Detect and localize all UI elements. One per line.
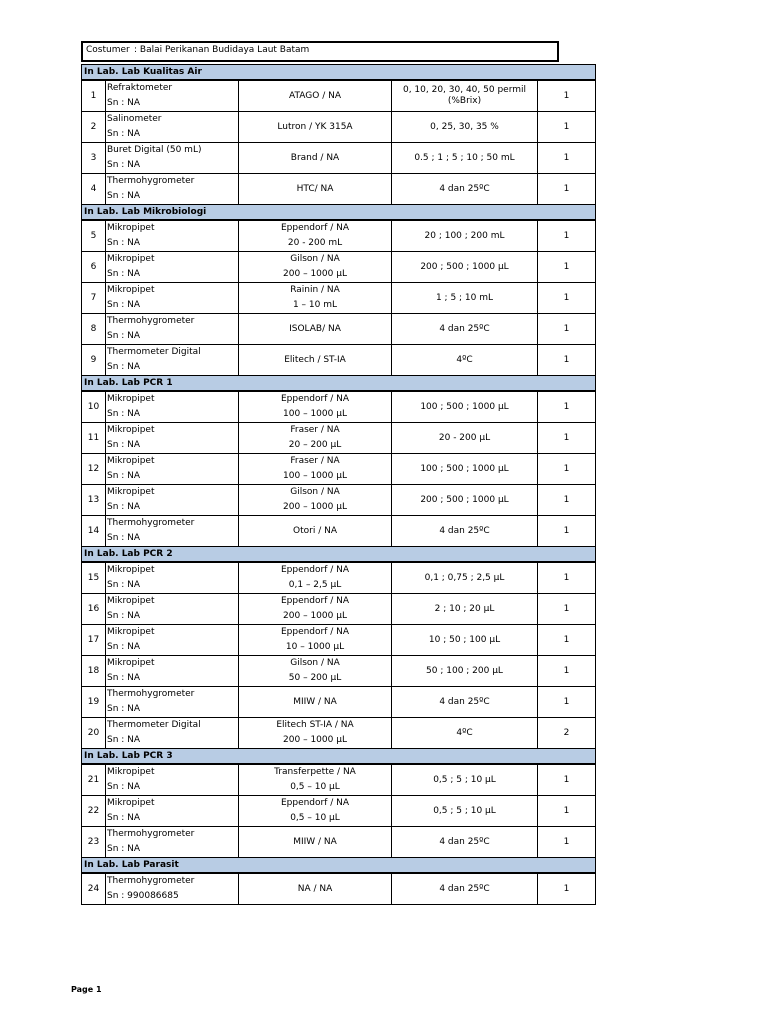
table-row xyxy=(82,625,596,656)
item-quantity: 2 xyxy=(538,718,596,749)
item-quantity: 1 xyxy=(538,252,596,283)
item-brand-cell xyxy=(239,143,392,174)
item-name: Thermometer Digital xyxy=(107,347,201,357)
item-quantity: 1 xyxy=(538,656,596,687)
item-quantity: 1 xyxy=(538,80,596,112)
item-name-cell xyxy=(106,391,239,423)
item-brand: Otori / NA xyxy=(293,525,337,536)
item-range-cell xyxy=(392,764,538,796)
item-range: 200 ; 500 ; 1000 µL xyxy=(420,261,509,272)
item-brand-cell xyxy=(239,796,392,827)
item-name-cell xyxy=(106,516,239,547)
item-number: 18 xyxy=(82,656,106,687)
item-range-cell xyxy=(392,112,538,143)
item-name-cell xyxy=(106,220,239,252)
item-brand-cell xyxy=(239,314,392,345)
item-brand: ISOLAB/ NA xyxy=(289,323,341,334)
item-brand-cell xyxy=(239,174,392,205)
section-title: In Lab. Lab Kualitas Air xyxy=(82,65,596,81)
item-range: 100 ; 500 ; 1000 µL xyxy=(420,463,509,474)
item-range: 4 dan 25ºC xyxy=(439,323,490,334)
item-range: 4ºC xyxy=(456,354,473,365)
item-name-cell xyxy=(106,656,239,687)
item-brand: Eppendorf / NA xyxy=(280,394,350,404)
item-range: 100 ; 500 ; 1000 µL xyxy=(420,401,509,412)
item-serial: Sn : NA xyxy=(107,440,141,450)
section-header xyxy=(82,749,596,765)
table-row xyxy=(82,873,596,905)
item-name: Mikropipet xyxy=(107,596,155,606)
item-range: 0,1 ; 0,75 ; 2,5 µL xyxy=(424,572,505,583)
item-serial: Sn : NA xyxy=(107,813,141,823)
table-row xyxy=(82,516,596,547)
item-brand: MIIW / NA xyxy=(293,836,337,847)
item-number: 9 xyxy=(82,345,106,376)
item-serial: Sn : NA xyxy=(107,409,141,419)
item-number: 2 xyxy=(82,112,106,143)
item-brand: Brand / NA xyxy=(290,152,340,163)
item-range: 4 dan 25ºC xyxy=(439,883,490,894)
customer-value: : Balai Perikanan Budidaya Laut Batam xyxy=(134,45,310,55)
item-brand-cell xyxy=(239,718,392,749)
item-brand: NA / NA xyxy=(297,883,333,894)
item-number: 24 xyxy=(82,873,106,905)
item-quantity: 1 xyxy=(538,562,596,594)
item-quantity: 1 xyxy=(538,796,596,827)
item-quantity: 1 xyxy=(538,873,596,905)
item-range-cell xyxy=(392,283,538,314)
item-brand-cell xyxy=(239,562,392,594)
table-row xyxy=(82,314,596,345)
page-number: Page 1 xyxy=(71,985,102,994)
item-name-cell xyxy=(106,345,239,376)
item-name: Mikropipet xyxy=(107,425,155,435)
item-brand: ATAGO / NA xyxy=(289,90,341,101)
item-brand-cell xyxy=(239,594,392,625)
item-name-cell xyxy=(106,594,239,625)
item-capacity: 20 – 200 µL xyxy=(288,440,342,450)
table-row xyxy=(82,764,596,796)
item-brand-cell xyxy=(239,485,392,516)
item-number: 1 xyxy=(82,80,106,112)
item-serial: Sn : NA xyxy=(107,673,141,683)
item-name-cell xyxy=(106,796,239,827)
item-serial: Sn : NA xyxy=(107,238,141,248)
item-range-cell xyxy=(392,718,538,749)
table-row xyxy=(82,252,596,283)
table-row xyxy=(82,718,596,749)
item-range: (%Brix) xyxy=(447,96,482,106)
item-number: 8 xyxy=(82,314,106,345)
item-number: 6 xyxy=(82,252,106,283)
item-brand-cell xyxy=(239,345,392,376)
item-quantity: 1 xyxy=(538,314,596,345)
item-name-cell xyxy=(106,143,239,174)
item-capacity: 200 – 1000 µL xyxy=(283,269,347,279)
item-serial: Sn : NA xyxy=(107,502,141,512)
item-name-cell xyxy=(106,873,239,905)
item-quantity: 1 xyxy=(538,764,596,796)
table-row xyxy=(82,283,596,314)
item-serial: Sn : NA xyxy=(107,642,141,652)
item-number: 20 xyxy=(82,718,106,749)
item-capacity: 10 – 1000 µL xyxy=(285,642,345,652)
item-number: 4 xyxy=(82,174,106,205)
item-brand: Eppendorf / NA xyxy=(280,223,350,233)
item-number: 3 xyxy=(82,143,106,174)
item-number: 21 xyxy=(82,764,106,796)
item-name: Thermometer Digital xyxy=(107,720,201,730)
item-name-cell xyxy=(106,174,239,205)
item-brand: MIIW / NA xyxy=(293,696,337,707)
section-title: In Lab. Lab PCR 1 xyxy=(82,376,596,392)
item-name: Mikropipet xyxy=(107,565,155,575)
item-range: 200 ; 500 ; 1000 µL xyxy=(420,494,509,505)
item-name: Thermohygrometer xyxy=(107,518,195,528)
item-quantity: 1 xyxy=(538,423,596,454)
item-range: 20 - 200 µL xyxy=(438,432,491,443)
item-number: 16 xyxy=(82,594,106,625)
item-brand: Eppendorf / NA xyxy=(280,596,350,606)
item-number: 22 xyxy=(82,796,106,827)
item-quantity: 1 xyxy=(538,174,596,205)
item-brand-cell xyxy=(239,516,392,547)
item-quantity: 1 xyxy=(538,143,596,174)
item-range-cell xyxy=(392,80,538,112)
item-brand-cell xyxy=(239,423,392,454)
item-range-cell xyxy=(392,252,538,283)
item-capacity: 50 – 200 µL xyxy=(288,673,342,683)
item-brand: Gilson / NA xyxy=(290,487,340,497)
item-name: Mikropipet xyxy=(107,798,155,808)
item-capacity: 200 – 1000 µL xyxy=(283,502,347,512)
item-serial: Sn : NA xyxy=(107,129,141,139)
item-brand: Eppendorf / NA xyxy=(280,565,350,575)
item-range: 0, 10, 20, 30, 40, 50 permil xyxy=(402,85,527,95)
item-name-cell xyxy=(106,454,239,485)
item-serial: Sn : NA xyxy=(107,300,141,310)
item-range: 20 ; 100 ; 200 mL xyxy=(424,230,505,241)
item-name: Mikropipet xyxy=(107,487,155,497)
item-name: Thermohygrometer xyxy=(107,316,195,326)
item-name-cell xyxy=(106,112,239,143)
item-brand-cell xyxy=(239,454,392,485)
item-name: Thermohygrometer xyxy=(107,689,195,699)
item-brand: Fraser / NA xyxy=(290,425,340,435)
item-name: Thermohygrometer xyxy=(107,829,195,839)
section-header xyxy=(82,65,596,81)
item-brand-cell xyxy=(239,764,392,796)
item-range: 1 ; 5 ; 10 mL xyxy=(435,292,494,303)
item-name: Mikropipet xyxy=(107,223,155,233)
item-name: Mikropipet xyxy=(107,254,155,264)
item-quantity: 1 xyxy=(538,485,596,516)
table-row xyxy=(82,687,596,718)
table-row xyxy=(82,562,596,594)
item-brand-cell xyxy=(239,220,392,252)
item-brand: HTC/ NA xyxy=(296,183,334,194)
item-serial: Sn : NA xyxy=(107,471,141,481)
item-name-cell xyxy=(106,252,239,283)
item-brand-cell xyxy=(239,391,392,423)
item-range-cell xyxy=(392,827,538,858)
item-range-cell xyxy=(392,562,538,594)
item-name-cell xyxy=(106,562,239,594)
item-brand-cell xyxy=(239,283,392,314)
item-name-cell xyxy=(106,827,239,858)
item-serial: Sn : NA xyxy=(107,98,141,108)
item-range-cell xyxy=(392,345,538,376)
table-row xyxy=(82,143,596,174)
item-range-cell xyxy=(392,454,538,485)
equipment-table-body xyxy=(82,65,596,905)
item-range-cell xyxy=(392,516,538,547)
item-range: 0,5 ; 5 ; 10 µL xyxy=(433,774,496,785)
item-range-cell xyxy=(392,687,538,718)
item-brand: Transferpette / NA xyxy=(274,767,356,777)
item-brand-cell xyxy=(239,873,392,905)
item-capacity: 200 – 1000 µL xyxy=(283,735,347,745)
item-range: 4ºC xyxy=(456,727,473,738)
item-name-cell xyxy=(106,718,239,749)
item-name: Salinometer xyxy=(107,114,162,124)
item-range-cell xyxy=(392,656,538,687)
customer-label: Costumer xyxy=(86,45,130,55)
item-name-cell xyxy=(106,423,239,454)
item-range: 4 dan 25ºC xyxy=(439,183,490,194)
item-capacity: 0,1 – 2,5 µL xyxy=(288,580,342,590)
section-header xyxy=(82,376,596,392)
item-quantity: 1 xyxy=(538,687,596,718)
item-serial: Sn : NA xyxy=(107,580,141,590)
item-quantity: 1 xyxy=(538,625,596,656)
item-number: 14 xyxy=(82,516,106,547)
item-capacity: 1 – 10 mL xyxy=(292,300,338,310)
item-capacity: 20 - 200 mL xyxy=(287,238,343,248)
section-title: In Lab. Lab PCR 2 xyxy=(82,547,596,563)
item-range: 50 ; 100 ; 200 µL xyxy=(426,665,503,676)
item-quantity: 1 xyxy=(538,345,596,376)
table-row xyxy=(82,656,596,687)
item-number: 23 xyxy=(82,827,106,858)
section-title: In Lab. Lab PCR 3 xyxy=(82,749,596,765)
table-row xyxy=(82,485,596,516)
item-range-cell xyxy=(392,391,538,423)
item-serial: Sn : NA xyxy=(107,331,141,341)
item-name-cell xyxy=(106,283,239,314)
section-title: In Lab. Lab Parasit xyxy=(82,858,596,874)
table-row xyxy=(82,345,596,376)
table-row xyxy=(82,827,596,858)
item-range-cell xyxy=(392,220,538,252)
item-brand-cell xyxy=(239,625,392,656)
item-brand-cell xyxy=(239,687,392,718)
item-brand: Gilson / NA xyxy=(290,658,340,668)
item-range-cell xyxy=(392,174,538,205)
item-number: 12 xyxy=(82,454,106,485)
item-brand: Gilson / NA xyxy=(290,254,340,264)
table-row xyxy=(82,454,596,485)
item-range-cell xyxy=(392,625,538,656)
item-number: 17 xyxy=(82,625,106,656)
item-name-cell xyxy=(106,314,239,345)
item-serial: Sn : NA xyxy=(107,533,141,543)
item-range: 2 ; 10 ; 20 µL xyxy=(434,603,495,614)
item-brand-cell xyxy=(239,112,392,143)
item-name-cell xyxy=(106,764,239,796)
item-range-cell xyxy=(392,796,538,827)
item-serial: Sn : NA xyxy=(107,844,141,854)
item-name-cell xyxy=(106,485,239,516)
table-row xyxy=(82,174,596,205)
item-quantity: 1 xyxy=(538,112,596,143)
item-brand: Rainin / NA xyxy=(290,285,340,295)
item-capacity: 0,5 – 10 µL xyxy=(290,782,340,792)
item-quantity: 1 xyxy=(538,454,596,485)
item-serial: Sn : NA xyxy=(107,362,141,372)
item-serial: Sn : NA xyxy=(107,160,141,170)
item-brand: Fraser / NA xyxy=(290,456,340,466)
item-brand-cell xyxy=(239,80,392,112)
item-name: Refraktometer xyxy=(107,83,173,93)
equipment-table xyxy=(81,64,596,905)
item-name: Buret Digital (50 mL) xyxy=(107,145,202,155)
item-range: 0,5 ; 5 ; 10 µL xyxy=(433,805,496,816)
table-row xyxy=(82,220,596,252)
item-serial: Sn : 990086685 xyxy=(107,891,179,901)
item-range-cell xyxy=(392,594,538,625)
item-quantity: 1 xyxy=(538,516,596,547)
item-brand: Lutron / YK 315A xyxy=(277,121,353,132)
item-range-cell xyxy=(392,423,538,454)
item-name: Mikropipet xyxy=(107,658,155,668)
section-header xyxy=(82,205,596,221)
item-range: 4 dan 25ºC xyxy=(439,696,490,707)
item-range-cell xyxy=(392,143,538,174)
item-serial: Sn : NA xyxy=(107,704,141,714)
item-number: 5 xyxy=(82,220,106,252)
item-range: 0, 25, 30, 35 % xyxy=(430,121,499,132)
item-capacity: 100 – 1000 µL xyxy=(283,471,347,481)
item-range: 4 dan 25ºC xyxy=(439,836,490,847)
item-number: 11 xyxy=(82,423,106,454)
section-header xyxy=(82,547,596,563)
item-capacity: 200 – 1000 µL xyxy=(283,611,347,621)
item-name-cell xyxy=(106,687,239,718)
item-range-cell xyxy=(392,314,538,345)
item-number: 15 xyxy=(82,562,106,594)
item-capacity: 100 – 1000 µL xyxy=(283,409,347,419)
section-header xyxy=(82,858,596,874)
item-name-cell xyxy=(106,625,239,656)
item-quantity: 1 xyxy=(538,283,596,314)
item-range: 4 dan 25ºC xyxy=(439,525,490,536)
table-row xyxy=(82,594,596,625)
table-row xyxy=(82,80,596,112)
item-range: 10 ; 50 ; 100 µL xyxy=(428,634,501,645)
item-brand: Elitech ST-IA / NA xyxy=(276,720,354,730)
item-serial: Sn : NA xyxy=(107,191,141,201)
table-row xyxy=(82,112,596,143)
item-brand-cell xyxy=(239,252,392,283)
item-number: 7 xyxy=(82,283,106,314)
table-row xyxy=(82,391,596,423)
table-row xyxy=(82,796,596,827)
item-range-cell xyxy=(392,873,538,905)
item-name-cell xyxy=(106,80,239,112)
item-quantity: 1 xyxy=(538,594,596,625)
item-range: 0.5 ; 1 ; 5 ; 10 ; 50 mL xyxy=(414,152,515,163)
item-number: 10 xyxy=(82,391,106,423)
section-title: In Lab. Lab Mikrobiologi xyxy=(82,205,596,221)
item-brand-cell xyxy=(239,827,392,858)
item-quantity: 1 xyxy=(538,391,596,423)
item-name: Mikropipet xyxy=(107,627,155,637)
item-capacity: 0,5 – 10 µL xyxy=(290,813,340,823)
item-name: Mikropipet xyxy=(107,456,155,466)
item-brand: Eppendorf / NA xyxy=(280,627,350,637)
item-number: 13 xyxy=(82,485,106,516)
table-row xyxy=(82,423,596,454)
item-serial: Sn : NA xyxy=(107,782,141,792)
item-serial: Sn : NA xyxy=(107,735,141,745)
item-serial: Sn : NA xyxy=(107,269,141,279)
item-name: Mikropipet xyxy=(107,285,155,295)
item-number: 19 xyxy=(82,687,106,718)
item-name: Thermohygrometer xyxy=(107,176,195,186)
item-brand: Elitech / ST-IA xyxy=(284,354,346,365)
customer-box xyxy=(81,41,559,62)
item-name: Thermohygrometer xyxy=(107,876,195,886)
item-range-cell xyxy=(392,485,538,516)
item-serial: Sn : NA xyxy=(107,611,141,621)
item-quantity: 1 xyxy=(538,827,596,858)
item-brand: Eppendorf / NA xyxy=(280,798,350,808)
item-name: Mikropipet xyxy=(107,394,155,404)
item-brand-cell xyxy=(239,656,392,687)
item-quantity: 1 xyxy=(538,220,596,252)
item-name: Mikropipet xyxy=(107,767,155,777)
